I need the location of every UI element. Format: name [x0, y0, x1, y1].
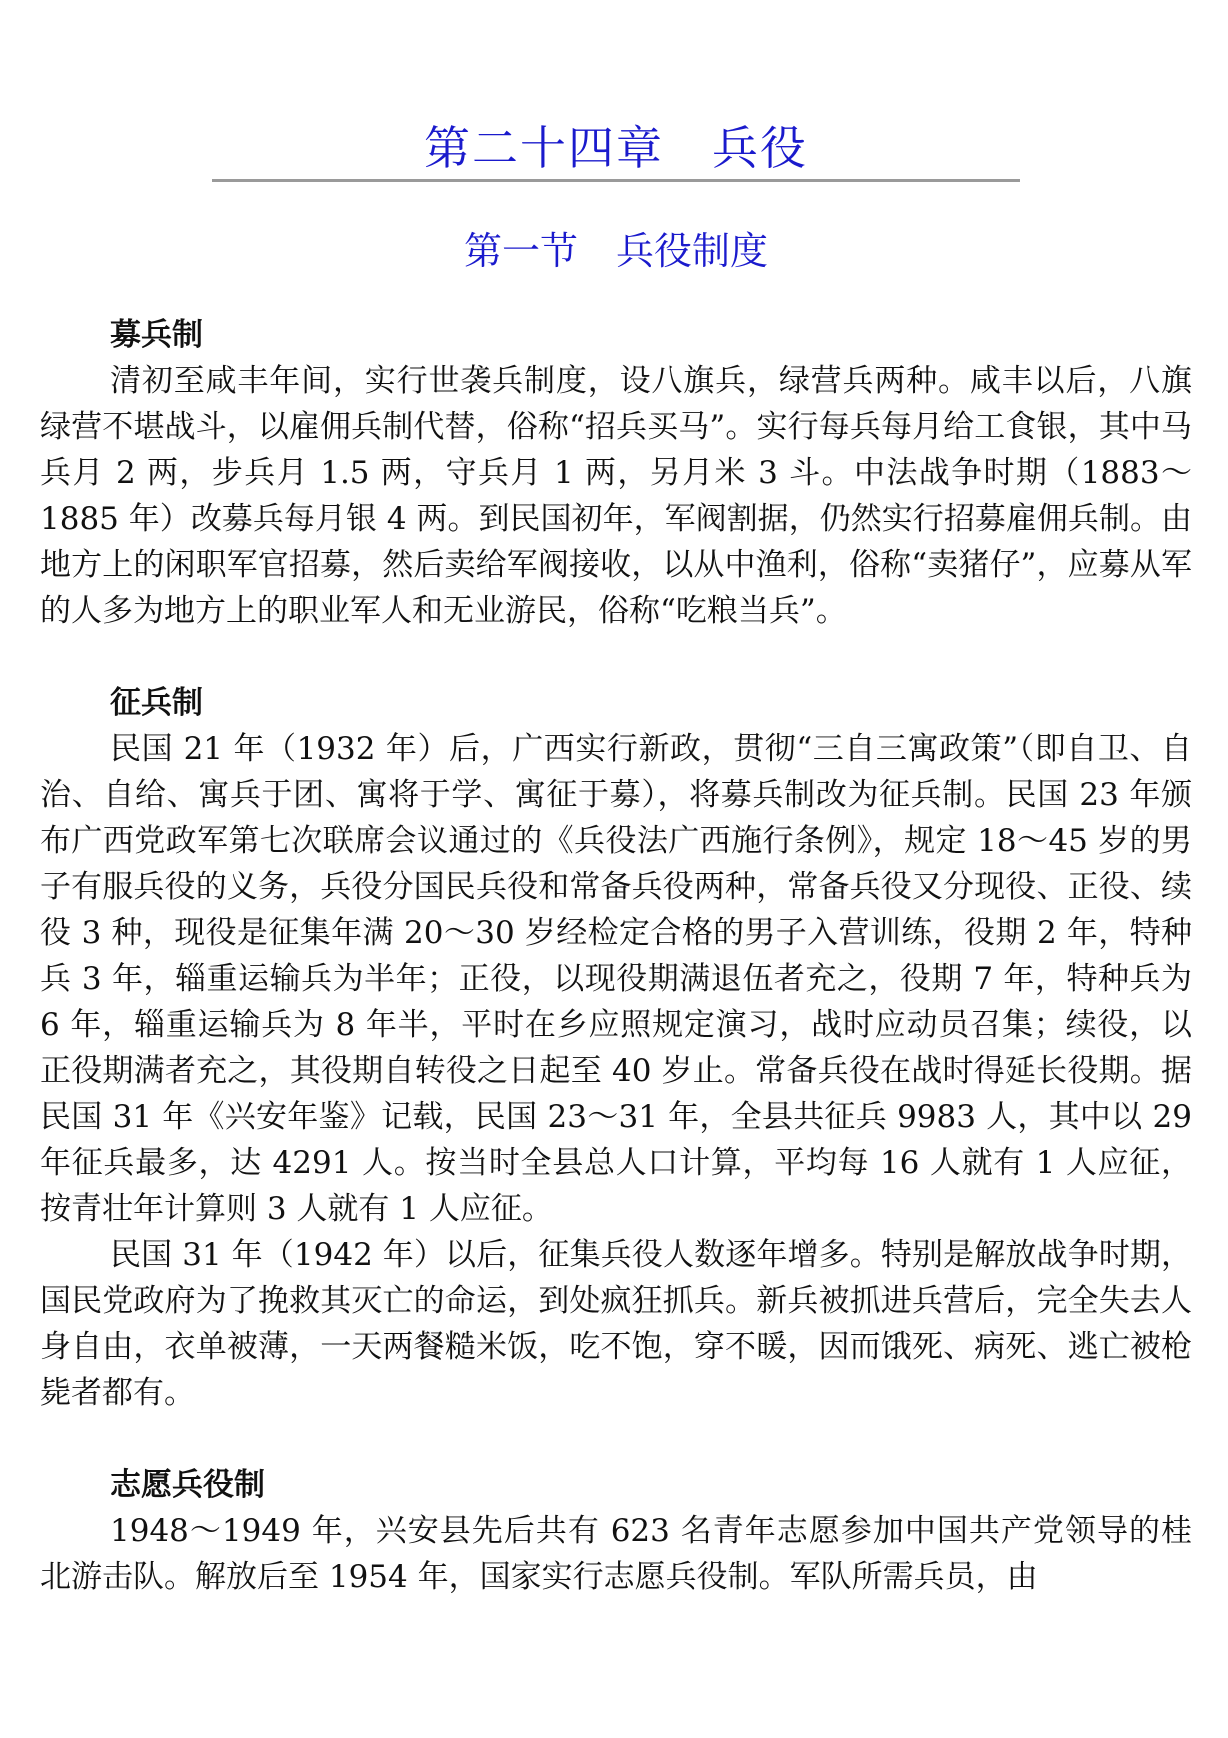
- spacer: [40, 1416, 1192, 1462]
- paragraph: 民国 21 年（1932 年）后，广西实行新政，贯彻“三自三寓政策”（即自卫、自治、自给、寓兵于团、寓将于学、寓征于募），将募兵制改为征兵制。民国 23 年颁布广西党政军第七次联席会议通过的《兵役法广西施行条例》，规定 18～45 岁的男子有服兵役的义务，兵役分国民兵役和常备兵役两种，常备兵役又分现役、正役、续役 3 种，现役是征集年满 20～30 岁经检定合格的男子入营训练，役期 2 年，特种兵 3 年，辎重运输兵为半年；正役，以现役期满退伍者充之，役期 7 年，特种兵为 6 年，辎重运输兵为 8 年半，平时在乡应照规定演习，战时应动员召集；续役，以正役期满者充之，其役期自转役之日起至 40 岁止。常备兵役在战时得延长役期。据民国 31 年《兴安年鉴》记载，民国 23～31 年，全县共征兵 9983 人，其中以 29 年征兵最多，达 4291 人。按当时全县总人口计算，平均每 16 人就有 1 人应征，按青壮年计算则 3 人就有 1 人应征。: [40, 731, 1192, 1227]
- subheading-conscription: 征兵制: [110, 685, 203, 721]
- paragraph: 民国 31 年（1942 年）以后，征集兵役人数逐年增多。特别是解放战争时期，国民党政府为了挽救其灭亡的命运，到处疯狂抓兵。新兵被抓进兵营后，完全失去人身自由，衣单被薄，一天两餐糙米饭，吃不饱，穿不暖，因而饿死、病死、逃亡被枪毙者都有。: [40, 1237, 1192, 1411]
- subheading-volunteer: 志愿兵役制: [110, 1467, 265, 1503]
- paragraph: 清初至咸丰年间，实行世袭兵制度，设八旗兵，绿营兵两种。咸丰以后，八旗绿营不堪战斗，以雇佣兵制代替，俗称“招兵买马”。实行每兵每月给工食银，其中马兵月 2 两，步兵月 1.5 两，守兵月 1 两，另月米 3 斗。中法战争时期（1883～1885 年）改募兵每月银 4 两。到民国初年，军阀割据，仍然实行招募雇佣兵制。由地方上的闲职军官招募，然后卖给军阀接收，以从中渔利，俗称“卖猪仔”，应募从军的人多为地方上的职业军人和无业游民，俗称“吃粮当兵”。: [40, 363, 1192, 629]
- chapter-title: 第二十四章 兵役: [424, 121, 808, 175]
- paragraph: 1948～1949 年，兴安县先后共有 623 名青年志愿参加中国共产党领导的桂北游击队。解放后至 1954 年，国家实行志愿兵役制。军队所需兵员，由: [40, 1513, 1192, 1595]
- block-recruitment-system: [40, 312, 1192, 634]
- block-conscription-system: [40, 680, 1192, 1416]
- block-volunteer-system: [40, 1462, 1192, 1600]
- section-title: 第一节 兵役制度: [463, 229, 768, 273]
- subheading-recruitment: 募兵制: [110, 317, 203, 353]
- spacer: [40, 634, 1192, 680]
- chapter-title-underline: [212, 179, 1020, 182]
- body-text: [40, 312, 1192, 1600]
